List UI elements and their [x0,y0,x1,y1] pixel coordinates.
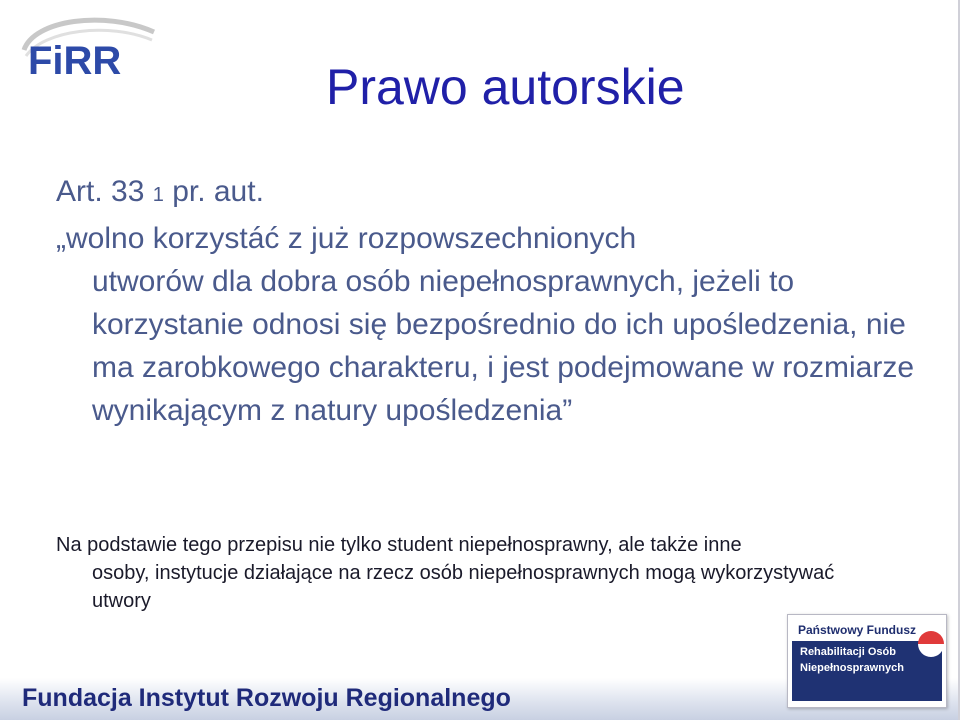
logo-text: FiRR [28,39,122,83]
note-rest: osoby, instytucje działające na rzecz osób niepełnosprawnych mogą wykorzystywać utwory [92,562,835,612]
pfron-line-2: Niepełnosprawnych [800,662,904,674]
quote-first-line: „wolno korzystáć z już rozpowszechnionych [56,222,637,255]
pfron-circle-icon [916,629,946,659]
article-text [56,170,926,432]
article-prefix: Art. 33 [56,175,145,208]
firr-logo [14,10,164,90]
firr-logo-icon [14,10,164,90]
quote-rest: utworów dla dobra osób niepełnosprawnych, jeżeli to korzystanie odnosi się bezpośrednio do ich upośledzenia, nie ma zarobkowego charakteru, i jest podejmowane w rozmiarze wynikającym z natury upośledzenia” [92,265,915,427]
slide-title: Prawo autorskie [326,59,685,115]
pfron-logo [787,614,947,708]
note-paragraph [56,531,896,615]
article-suffix: pr. aut. [172,175,264,208]
article-number: 1 [152,184,164,206]
article-reference [56,170,926,217]
note-first-line: Na podstawie tego przepisu nie tylko student niepełnosprawny, ale także inne [56,534,742,556]
pfron-top-text: Państwowy Fundusz [798,623,917,637]
footer-organization: Fundacja Instytut Rozwoju Regionalnego [22,684,511,712]
pfron-line-1: Rehabilitacji Osób [800,646,896,658]
